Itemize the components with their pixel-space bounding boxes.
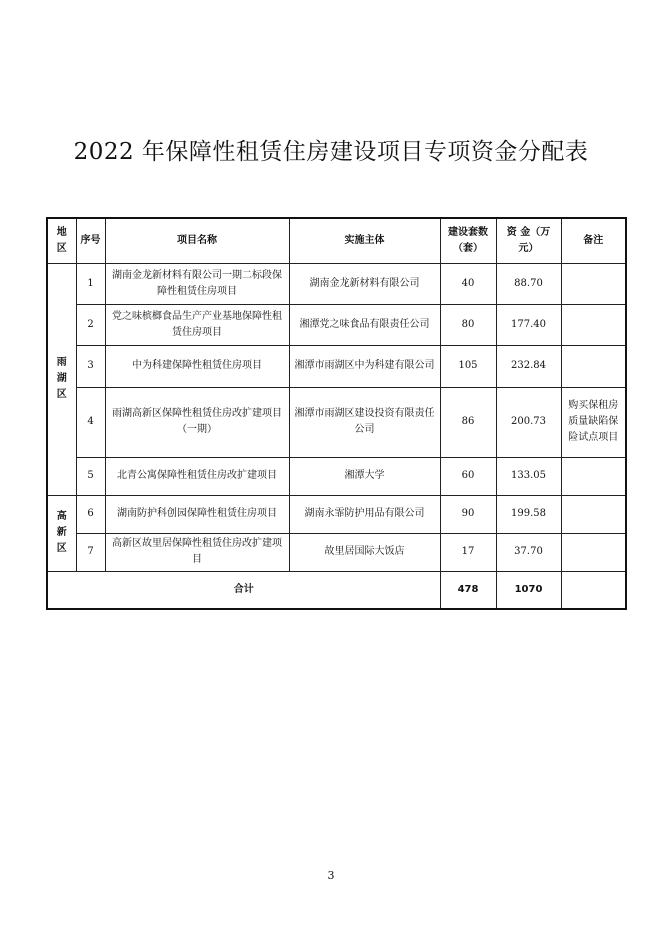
cell-name: 湖南金龙新材料有限公司一期二标段保障性租赁住房项目 (105, 263, 289, 304)
cell-funds: 232.84 (496, 345, 561, 387)
cell-entity: 湖南金龙新材料有限公司 (289, 263, 440, 304)
cell-funds: 88.70 (496, 263, 561, 304)
cell-remark (561, 263, 626, 304)
table-row (47, 533, 626, 571)
cell-entity: 湖南永霏防护用品有限公司 (289, 495, 440, 533)
header-funds: 资 金（万元） (496, 218, 561, 263)
cell-name: 湖南防护科创园保障性租赁住房项目 (105, 495, 289, 533)
cell-funds: 199.58 (496, 495, 561, 533)
region-cell-gaoxin: 高新区 (47, 495, 76, 571)
cell-units: 60 (440, 457, 496, 495)
cell-seq: 6 (76, 495, 105, 533)
cell-funds: 133.05 (496, 457, 561, 495)
cell-name: 北青公寓保障性租赁住房改扩建项目 (105, 457, 289, 495)
cell-units: 90 (440, 495, 496, 533)
cell-units: 80 (440, 304, 496, 345)
cell-seq: 3 (76, 345, 105, 387)
cell-entity: 湘潭市雨湖区中为科建有限公司 (289, 345, 440, 387)
cell-seq: 1 (76, 263, 105, 304)
header-remark: 备注 (561, 218, 626, 263)
cell-entity: 湘潭党之味食品有限责任公司 (289, 304, 440, 345)
total-label: 合计 (47, 571, 440, 609)
cell-entity: 湘潭市雨湖区建设投资有限责任公司 (289, 387, 440, 457)
cell-remark (561, 457, 626, 495)
cell-name: 中为科建保障性租赁住房项目 (105, 345, 289, 387)
cell-name: 雨湖高新区保障性租赁住房改扩建项目（一期） (105, 387, 289, 457)
table-row (47, 304, 626, 345)
page-number: 3 (327, 869, 335, 882)
table-row (47, 263, 626, 304)
cell-entity: 湘潭大学 (289, 457, 440, 495)
cell-seq: 5 (76, 457, 105, 495)
table-row (47, 387, 626, 457)
table-row (47, 345, 626, 387)
cell-name: 党之味槟榔食品生产产业基地保障性租赁住房项目 (105, 304, 289, 345)
total-remark (561, 571, 626, 609)
header-region: 地区 (47, 218, 76, 263)
table-row (47, 457, 626, 495)
cell-remark (561, 495, 626, 533)
cell-funds: 200.73 (496, 387, 561, 457)
cell-units: 40 (440, 263, 496, 304)
cell-units: 105 (440, 345, 496, 387)
header-units: 建设套数（套） (440, 218, 496, 263)
cell-funds: 177.40 (496, 304, 561, 345)
table-header-row (47, 218, 626, 263)
cell-remark (561, 345, 626, 387)
cell-name: 高新区故里居保障性租赁住房改扩建项目 (105, 533, 289, 571)
region-cell-yuhu: 雨湖区 (47, 263, 76, 495)
cell-remark: 购买保租房质量缺陷保险试点项目 (561, 387, 626, 457)
total-funds: 1070 (496, 571, 561, 609)
document-title: 2022 年保障性租赁住房建设项目专项资金分配表 (73, 139, 589, 165)
cell-entity: 故里居国际大饭店 (289, 533, 440, 571)
total-row (47, 571, 626, 609)
cell-remark (561, 304, 626, 345)
header-entity: 实施主体 (289, 218, 440, 263)
cell-units: 86 (440, 387, 496, 457)
total-units: 478 (440, 571, 496, 609)
table-row (47, 495, 626, 533)
cell-seq: 2 (76, 304, 105, 345)
cell-units: 17 (440, 533, 496, 571)
allocation-table (46, 217, 627, 610)
cell-seq: 7 (76, 533, 105, 571)
cell-remark (561, 533, 626, 571)
cell-seq: 4 (76, 387, 105, 457)
cell-funds: 37.70 (496, 533, 561, 571)
header-seq: 序号 (76, 218, 105, 263)
header-name: 项目名称 (105, 218, 289, 263)
